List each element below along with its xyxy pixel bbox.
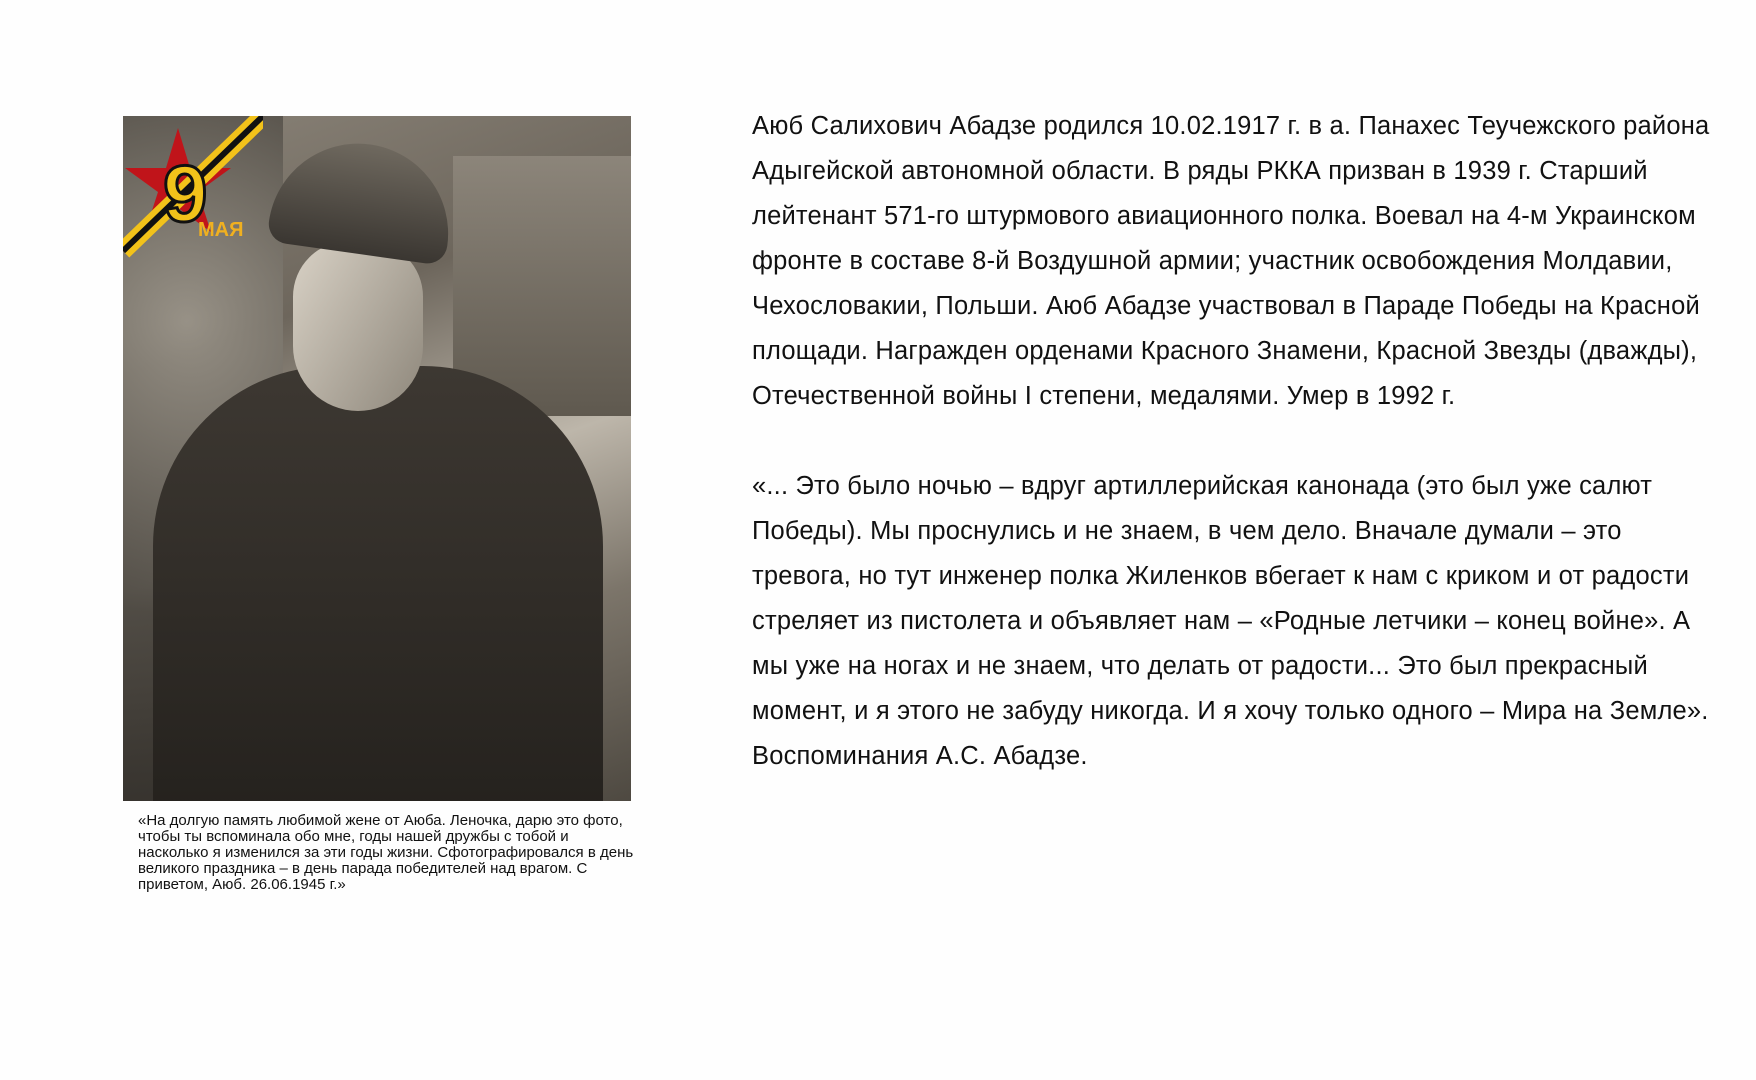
face xyxy=(293,241,423,411)
may-9-badge-icon xyxy=(123,116,263,266)
officer-cap xyxy=(266,132,460,266)
svg-text:9: 9 xyxy=(163,149,208,238)
portrait-photo xyxy=(123,116,631,801)
photo-caption: «На долгую память любимой жене от Аюба. Леночка, дарю это фото, чтобы ты вспоминала обо мне, годы нашей дружбы с тобой и насколько я изменился за эти годы жизни. Сфотографировался в день великого праздника – в день парада победителей над врагом. С приветом, Аюб. 26.06.1945 г.» xyxy=(138,812,634,893)
memoir-quote: «... Это было ночью – вдруг артиллерийская канонада (это был уже салют Победы). Мы проснулись и не знаем, в чем дело. Вначале думали – это тревога, но тут инженер полка Жиленков вбегает к нам с криком и от радости стреляет из пистолета и объявляет нам – «Родные летчики – конец войне». А мы уже на ногах и не знаем, что делать от радости... Это был прекрасный момент, и я этого не забуду никогда. И я хочу только одного – Мира на Земле». Воспоминания А.С. Абадзе. xyxy=(752,472,1709,770)
svg-text:МАЯ: МАЯ xyxy=(198,219,244,241)
uniform-figure xyxy=(153,366,603,801)
biography-paragraph: Аюб Салихович Абадзе родился 10.02.1917 г. в а. Панахес Теучежского района Адыгейской автономной области. В ряды РККА призван в 1939 г. Старший лейтенант 571-го штурмового авиационного полка. Воевал на 4-м Украинском фронте в составе 8-й Воздушной армии; участник освобождения Молдавии, Чехословакии, Польши. Аюб Абадзе участвовал в Параде Победы на Красной площади. Награжден орденами Красного Знамени, Красной Звезды (дважды), Отечественной войны I степени, медалями. Умер в 1992 г. xyxy=(752,112,1710,410)
text-column xyxy=(752,104,1712,779)
